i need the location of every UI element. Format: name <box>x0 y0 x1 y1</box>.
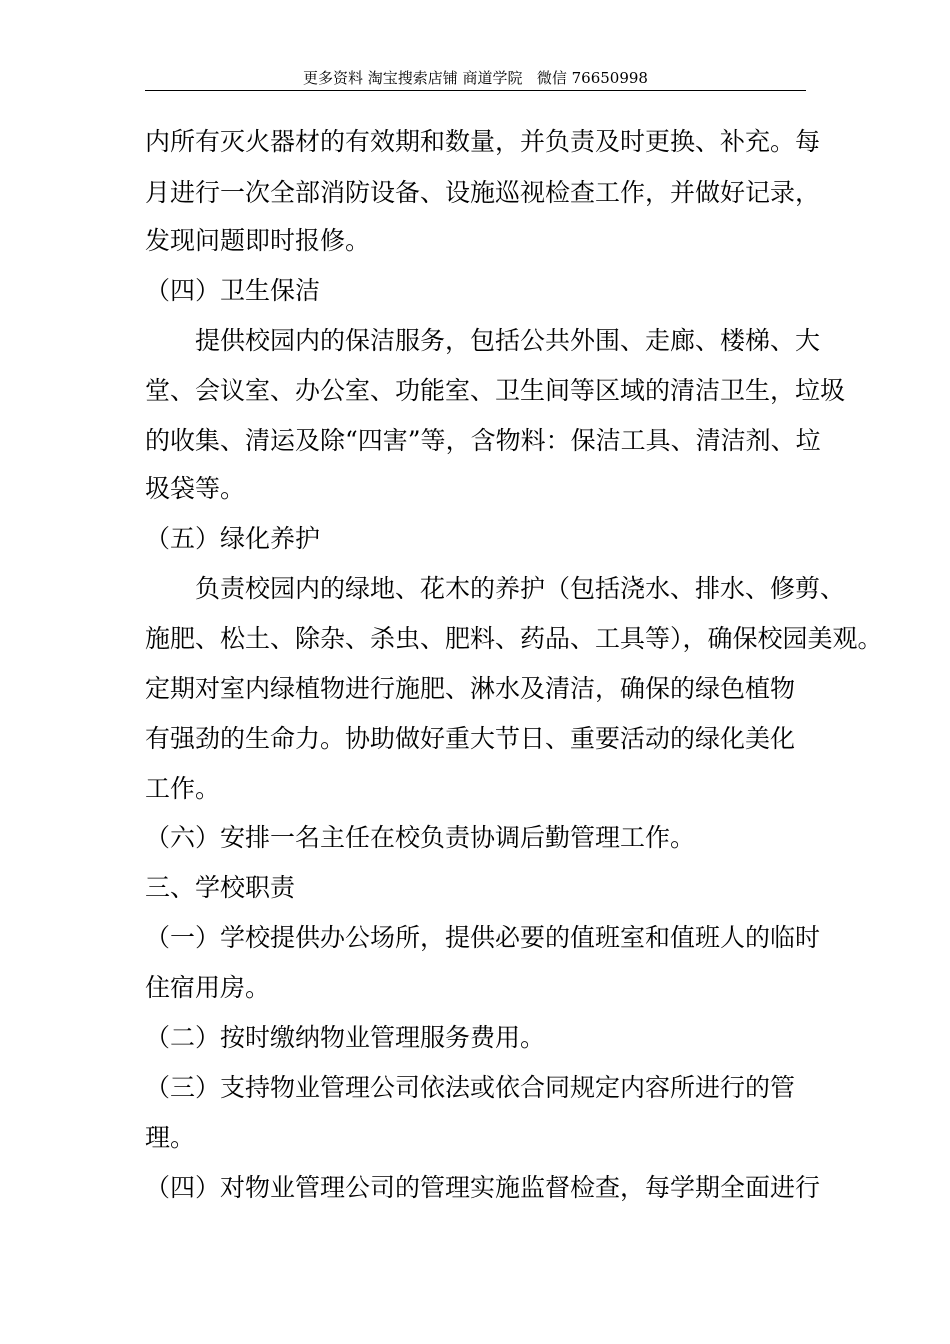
text-line: 圾袋等。 <box>145 474 246 503</box>
page-header: 更多资料 淘宝搜索店铺 商道学院 微信 76650998 <box>145 66 806 91</box>
text-line: （二）按时缴纳物业管理服务费用。 <box>145 1023 546 1052</box>
text-line: （四）对物业管理公司的管理实施监督检查，每学期全面进行 <box>145 1173 821 1202</box>
text-line: 月进行一次全部消防设备、设施巡视检查工作，并做好记录， <box>145 178 821 207</box>
text-line: 的收集、清运及除“四害”等，含物料：保洁工具、清洁剂、垃 <box>145 426 821 455</box>
text-line: （三）支持物业管理公司依法或依合同规定内容所进行的管 <box>145 1073 796 1102</box>
text-line: 施肥、松土、除杂、杀虫、肥料、药品、工具等），确保校园美观。 <box>145 624 883 653</box>
text-line: 发现问题即时报修。 <box>145 226 371 255</box>
section-heading: （六）安排一名主任在校负责协调后勤管理工作。 <box>145 823 696 852</box>
text-line: 工作。 <box>145 774 221 803</box>
text-line: 提供校园内的保洁服务，包括公共外围、走廊、楼梯、大 <box>145 326 821 355</box>
text-line: 理。 <box>145 1123 196 1152</box>
text-line: 有强劲的生命力。协助做好重大节日、重要活动的绿化美化 <box>145 724 796 753</box>
text-line: 负责校园内的绿地、花木的养护（包括浇水、排水、修剪、 <box>145 574 846 603</box>
section-heading: （四）卫生保洁 <box>145 276 321 305</box>
section-heading: 三、学校职责 <box>145 873 296 902</box>
text-line: 定期对室内绿植物进行施肥、淋水及清洁，确保的绿色植物 <box>145 674 796 703</box>
text-line: 堂、会议室、办公室、功能室、卫生间等区域的清洁卫生，垃圾 <box>145 376 846 405</box>
section-heading: （五）绿化养护 <box>145 524 321 553</box>
text-line: （一）学校提供办公场所，提供必要的值班室和值班人的临时 <box>145 923 821 952</box>
text-line: 住宿用房。 <box>145 973 271 1002</box>
text-line: 内所有灭火器材的有效期和数量，并负责及时更换、补充。每 <box>145 127 821 156</box>
